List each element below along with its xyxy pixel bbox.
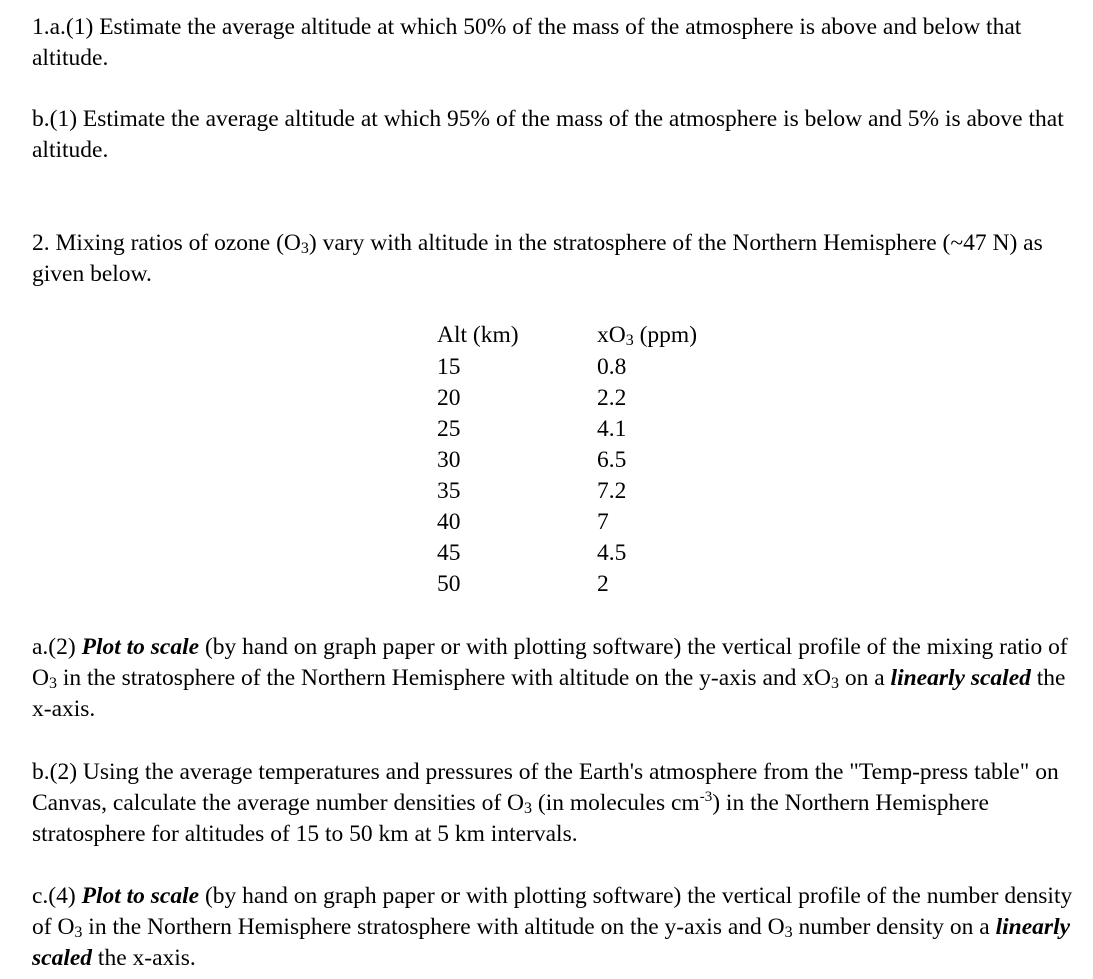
question-1a: 1.a.(1) Estimate the average altitude at which 50% of the mass of the atmosphere is above and below that altitude. — [32, 14, 1022, 71]
altitude-cell: 30 — [437, 447, 461, 473]
altitude-cell: 20 — [437, 385, 461, 411]
q2a-emphasis-linear: linearly scaled — [890, 665, 1031, 691]
q2c-text-5: the x-axis. — [92, 945, 196, 971]
question-1b: b.(1) Estimate the average altitude at which 95% of the mass of the atmosphere is below and 5% is above that altitude. — [32, 106, 1064, 163]
altitude-column-header: Alt (km) — [437, 322, 519, 348]
q2a-text-3: in the stratosphere of the Northern Hemisphere with altitude on the y-axis and xO — [56, 665, 831, 691]
q2b-superscript: -3 — [699, 789, 713, 805]
q2c-text-3: in the Northern Hemisphere stratosphere with altitude on the y-axis and O — [82, 914, 785, 940]
ozone-header-subscript: 3 — [625, 332, 634, 349]
ozone-header-text-2: (ppm) — [633, 322, 698, 348]
q2b-text-1: b.(2) Using the average temperatures and pressures of the Earth's atmosphere from the "Temp-press table" on Canvas, calculate the average number densities of O — [32, 759, 1059, 816]
q2c-emphasis-plot: Plot to scale — [81, 883, 200, 909]
ozone-cell: 7 — [597, 509, 609, 535]
altitude-column — [437, 352, 461, 600]
altitude-cell: 40 — [437, 509, 461, 535]
altitude-cell: 15 — [437, 354, 461, 380]
q2c-text-4: number density on a — [792, 914, 996, 940]
q2a-text-5: the x-axis. — [32, 665, 1066, 722]
ozone-cell: 2.2 — [597, 385, 627, 411]
q2a-text-1: a.(2) — [32, 634, 82, 660]
ozone-cell: 4.1 — [597, 416, 627, 442]
q2a-subscript-1: 3 — [48, 675, 57, 692]
q2c-subscript-2: 3 — [784, 924, 793, 941]
ozone-cell: 7.2 — [597, 478, 627, 504]
altitude-cell: 45 — [437, 540, 461, 566]
q2a-subscript-2: 3 — [830, 675, 839, 692]
ozone-cell: 6.5 — [597, 447, 627, 473]
ozone-cell: 2 — [597, 571, 609, 597]
ozone-cell: 0.8 — [597, 354, 627, 380]
q2-intro-text-1: 2. Mixing ratios of ozone (O — [32, 230, 301, 256]
q2b-text-2: (in molecules cm — [532, 790, 700, 816]
question-2c — [32, 881, 1082, 974]
q2b-text-3: ) in the Northern Hemisphere stratosphere for altitudes of 15 to 50 km at 5 km intervals. — [32, 790, 989, 847]
ozone-header-text-1: xO — [597, 322, 626, 348]
q2c-text-2: (by hand on graph paper or with plotting software) the vertical profile of the number density of O — [32, 883, 1073, 940]
ozone-cell: 4.5 — [597, 540, 627, 566]
q2c-text-1: c.(4) — [32, 883, 82, 909]
ozone-column-header — [597, 320, 697, 351]
q2c-emphasis-linear: linearly scaled — [32, 914, 1071, 971]
q2a-text-2: (by hand on graph paper or with plotting software) the vertical profile of the mixing ratio of O — [32, 634, 1068, 691]
q2b-subscript: 3 — [524, 800, 532, 817]
q2a-emphasis-plot: Plot to scale — [81, 634, 200, 660]
q2c-subscript-1: 3 — [74, 924, 83, 941]
q2-intro-subscript: 3 — [300, 240, 309, 257]
altitude-cell: 50 — [437, 571, 461, 597]
q2a-text-4: on a — [838, 665, 891, 691]
question-2-intro — [32, 228, 1082, 290]
altitude-cell: 25 — [437, 416, 461, 442]
question-2b — [32, 757, 1082, 850]
altitude-cell: 35 — [437, 478, 461, 504]
q2-intro-text-2: ) vary with altitude in the stratosphere of the Northern Hemisphere (~47 N) as given below. — [32, 230, 1043, 287]
question-2a — [32, 632, 1082, 725]
ozone-column — [597, 352, 626, 600]
